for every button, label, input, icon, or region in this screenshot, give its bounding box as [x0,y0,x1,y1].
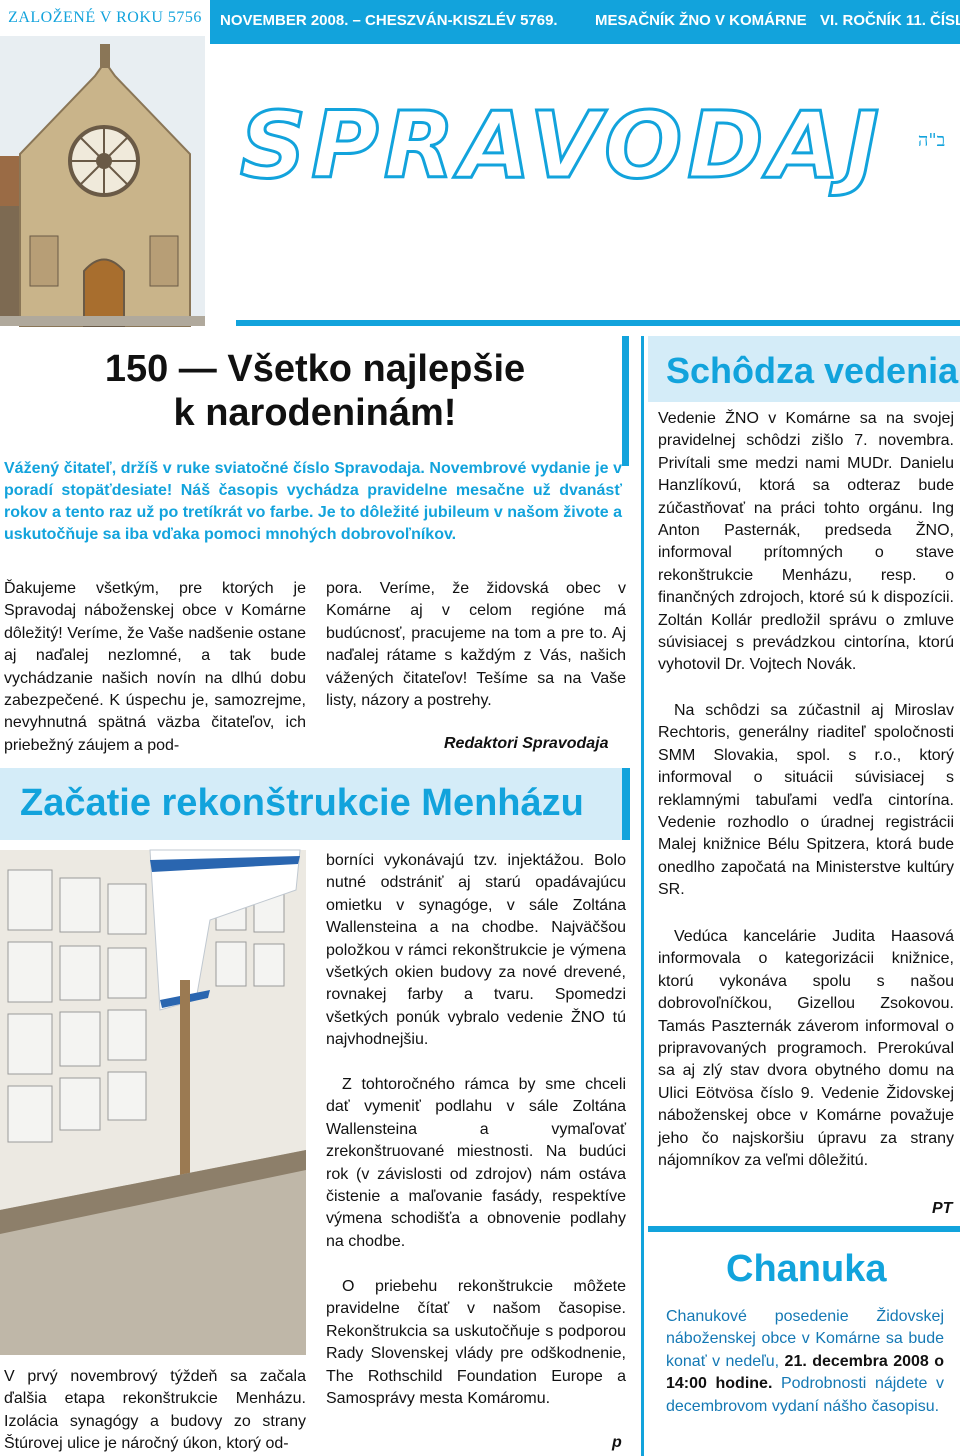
menhaz-paragraph-3: O priebehu rekonštrukcie môžete pravidelne čítať v našom časopise. Rekonštrukcia sa uskutočňuje s podporou Rady Slovenskej vlády pre odškodnenie, The Rothschild Foundation Europe a Samosprávy mesta Komáromu. [326,1278,626,1408]
anniversary-col1: Ďakujeme všetkým, pre ktorých je Spravodaj náboženskej obce v Komárne dôležitý! Veríme, že Vaše nadšenie ostane aj naďalej nezlomné, a tak bude vychádzanie našich novín na dlhú dobu zabezpečené. K úspechu je, samozrejme, nevyhnutná spätná väzba čitateľov, ich priebežný záujem a pod- [4,580,306,754]
menhaz-paragraph-2: Z tohtoročného rámca by sme chceli dať vymeniť podlahu v sále Zoltána Wallensteina a vymaľovať zrekonštruované miestnosti. Na budúci rok (v závislosti od zdrojov) nám ostáva čistenie a maľovanie fasády, respektíve výmena schodišťa a obnovenie podlahy na chodbe. [326,1076,626,1250]
menhaz-paragraph-1: borníci vykonávajú tzv. injektážou. Bolo nutné odstrániť aj starú opadávajúcu omietku v synagóge, v sále Zoltána Wallensteina a na chodbe. Najväčšou položkou v rámci rekonštrukcie je výmena všetkých okien budovy za nové drevené, rovnakej farby a tvaru. Spomedzi všetkých ponúk vybralo vedenie ŽNO tú najvhodnejšiu. [326,852,626,1049]
publication-name: MESAČNÍK ŽNO V KOMÁRNE [595,12,807,29]
anniversary-signature: Redaktori Spravodaja [444,735,609,752]
anniversary-col2: pora. Veríme, že židovská obec v Komárne aj v celom regióne má budúcnosť, pracujeme na tom a pre to. Aj naďalej rátame s každým z Vás, našich vážených čitateľov! Tešíme sa na Vaše listy, názory a postrehy. [326,580,626,710]
chanuka-text [666,1306,944,1418]
issue-date: NOVEMBER 2008. – CHESZVÁN-KISZLÉV 5769. [220,12,558,29]
column-divider [641,336,644,1456]
anniversary-title [20,347,610,435]
chanuka-date: 21. decembra 2008 o 14:00 hodine. [666,1352,944,1393]
anniversary-title-line1: 150 — Všetko najlepšie [104,348,526,390]
founded-label: ZALOŽENÉ V ROKU 5756 [0,0,210,36]
volume-number: VI. ROČNÍK 11. ČÍSLO [820,12,976,29]
anniversary-lead: Vážený čitateľ, držíš v ruke sviatočné číslo Spravodaja. Novembrové vydanie je v poradí stopäťdesiate! Náš časopis vychádza pravidelne mesačne už dvanásť rokov a tento raz už po tretíkrát vo farbe. Je to dôležité jubileum v našom živote a uskutočňuje sa iba vďaka pomoci mnohých dobrovoľníkov. [4,460,622,543]
meeting-title: Schôdza vedenia [666,350,959,391]
chanuka-rule [648,1226,960,1232]
meeting-signature: PT [932,1200,953,1217]
header-rule [236,320,960,326]
menhaz-col1: V prvý novembrový týždeň sa začala ďalšia etapa rekonštrukcie Menházu. Izolácia synagógy a budovy zo strany Štúrovej ulice je náročný úkon, ktorý od- [4,1368,306,1453]
issue-info-bar [210,0,976,44]
hebrew-mark: ב"ה [918,130,946,151]
menhaz-title: Začatie rekonštrukcie Menházu [20,782,584,824]
divider-anniversary [622,336,629,466]
meeting-paragraph-2: Na schôdzi sa zúčastnil aj Miroslav Rechtoris, generálny riaditeľ spoločnosti SMM Slovakia, spol. s r.o., ktorý informoval o situácii súvisiacej s reklamnými tabuľami vedľa cintorína. Vedenie rozhodlo o úradnej registrácii Malej knižnice Bélu Spitzera, ktorá bude onedlho započatá na Ministerstve kultúry SR. [658,702,954,899]
chanuka-text-before: Chanukové posedenie Židovskej náboženskej obce v Komárne sa bude konať v nedeľu, [666,1308,944,1370]
menhaz-signature: p [612,1434,622,1451]
meeting-paragraph-1: Vedenie ŽNO v Komárne sa na svojej pravidelnej schôdzi zišlo 7. novembra. Privítali sme medzi nami MUDr. Danielu Hanzlíkovú, ktorá sa odteraz bude zúčastňovať na práci tohto orgánu. Ing Anton Pasternák, predseda ŽNO, informoval prítomných o stave rekonštrukcie Menházu, resp. o finančných zdrojoch, ktoré sú k dispozícii. Zoltán Kollár predložil správu o zmluve súvisiacej s prevádzkou cintorína, ktorú vyhotovil Dr. Vojtech Novák. [658,410,954,674]
chanuka-title: Chanuka [726,1248,887,1290]
anniversary-title-line2: k narodeninám! [173,392,457,434]
chanuka-text-after: Podrobnosti nájdete v decembrovom vydaní nášho časopisu. [666,1375,945,1415]
masthead-title: SPRAVODAJ [240,92,885,199]
synagogue-photo [0,36,205,326]
exhibition-photo [0,850,306,1355]
meeting-paragraph-3: Vedúca kancelárie Judita Haasová informovala o kategorizácii knižnice, ktorú vykonáva spolu s našou dobrovoľníčkou, Gizellou Zsokovou. Tamás Paszternák záverom informoval o pripravovaných programoch. Prerokúval sa aj zlý stav dvora obytného domu na Ulici Eötvösa číslo 9. Vedenie Židovskej náboženskej obce v Komárne považuje jeho čo najskoršiu úpravu za strany nájomníkov za veľmi dôležitú. [658,928,954,1170]
